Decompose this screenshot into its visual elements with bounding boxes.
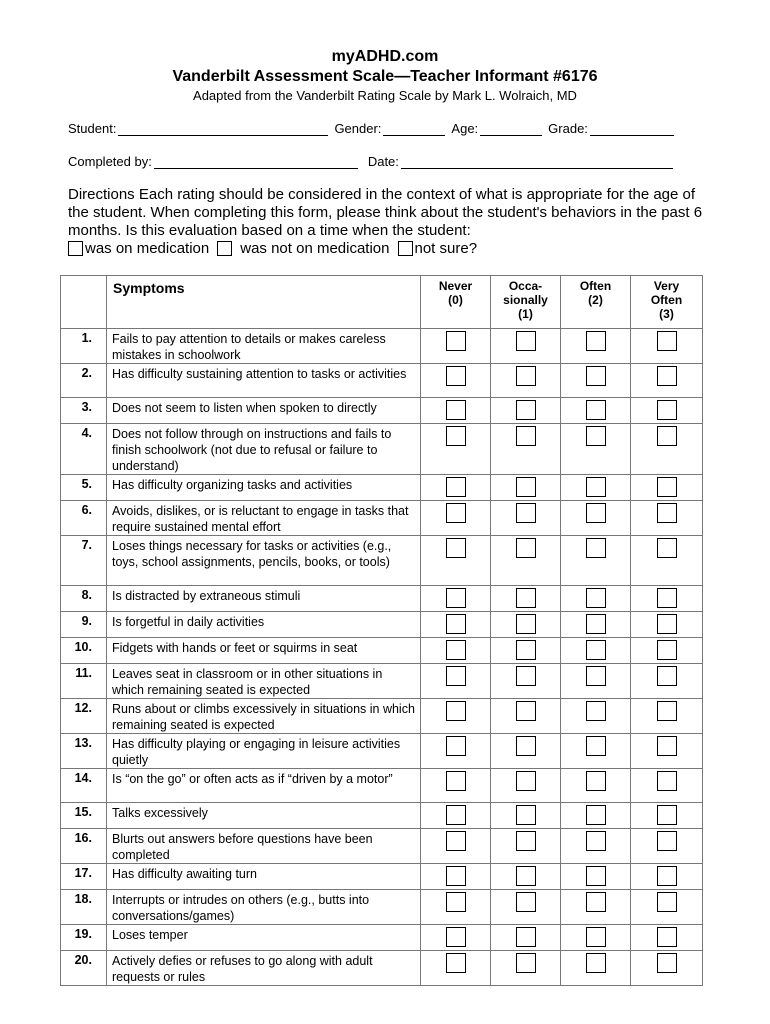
very-often-cell [631,638,703,664]
often-checkbox[interactable] [586,866,606,886]
symptom-text: Loses things necessary for tasks or activities (e.g., toys, school assignments, pencils, books, or tools) [107,536,421,586]
never-checkbox[interactable] [446,588,466,608]
never-checkbox[interactable] [446,866,466,886]
occasionally-checkbox[interactable] [516,771,536,791]
table-row [61,536,703,586]
table-row [61,586,703,612]
very-often-checkbox[interactable] [657,614,677,634]
occasionally-cell [491,925,561,951]
never-cell [421,890,491,925]
occasionally-checkbox[interactable] [516,736,536,756]
symptom-text: Is “on the go” or often acts as if “driven by a motor” [107,769,421,803]
symptom-text: Does not follow through on instructions and fails to finish schoolwork (not due to refusal or failure to understand) [107,424,421,475]
never-cell [421,586,491,612]
occasionally-checkbox[interactable] [516,805,536,825]
never-cell [421,925,491,951]
never-cell [421,769,491,803]
often-cell [561,699,631,734]
occasionally-cell [491,829,561,864]
often-checkbox[interactable] [586,953,606,973]
occasionally-cell [491,612,561,638]
often-checkbox[interactable] [586,503,606,523]
symptom-text: Is distracted by extraneous stimuli [107,586,421,612]
occasionally-cell [491,638,561,664]
often-cell [561,501,631,536]
never-checkbox[interactable] [446,701,466,721]
very-often-cell [631,864,703,890]
very-often-checkbox[interactable] [657,640,677,660]
often-checkbox[interactable] [586,805,606,825]
very-often-checkbox[interactable] [657,400,677,420]
often-checkbox[interactable] [586,366,606,386]
symptoms-header: Symptoms [107,276,421,329]
occasionally-checkbox[interactable] [516,503,536,523]
occasionally-cell [491,536,561,586]
occasionally-cell [491,501,561,536]
occasionally-cell [491,664,561,699]
very-often-checkbox[interactable] [657,866,677,886]
symptom-number: 8. [61,586,107,612]
often-cell [561,925,631,951]
very-often-checkbox[interactable] [657,426,677,446]
very-often-cell [631,586,703,612]
never-checkbox[interactable] [446,771,466,791]
never-cell [421,951,491,986]
table-row [61,734,703,769]
occasionally-cell [491,951,561,986]
symptom-number: 3. [61,398,107,424]
occasionally-checkbox[interactable] [516,666,536,686]
never-checkbox[interactable] [446,640,466,660]
very-often-checkbox[interactable] [657,588,677,608]
occasionally-checkbox[interactable] [516,331,536,351]
table-row [61,501,703,536]
often-cell [561,890,631,925]
never-cell [421,329,491,364]
often-checkbox[interactable] [586,538,606,558]
very-often-checkbox[interactable] [657,736,677,756]
table-row [61,364,703,398]
symptom-text: Fidgets with hands or feet or squirms in seat [107,638,421,664]
very-often-cell [631,475,703,501]
option-on-medication[interactable]: was on medication [68,240,209,257]
never-checkbox[interactable] [446,736,466,756]
often-checkbox[interactable] [586,927,606,947]
symptoms-table [60,275,703,986]
never-checkbox[interactable] [446,666,466,686]
never-cell [421,638,491,664]
very-often-checkbox[interactable] [657,771,677,791]
never-checkbox[interactable] [446,366,466,386]
very-often-checkbox[interactable] [657,953,677,973]
never-checkbox[interactable] [446,805,466,825]
often-checkbox[interactable] [586,701,606,721]
very-often-checkbox[interactable] [657,477,677,497]
very-often-checkbox[interactable] [657,331,677,351]
symptom-number: 9. [61,612,107,638]
table-row [61,925,703,951]
symptom-number: 6. [61,501,107,536]
often-checkbox[interactable] [586,614,606,634]
occasionally-cell [491,424,561,475]
never-checkbox[interactable] [446,927,466,947]
symptom-number: 4. [61,424,107,475]
occasionally-checkbox[interactable] [516,701,536,721]
checkbox[interactable] [217,241,232,256]
symptom-number: 14. [61,769,107,803]
very-often-checkbox[interactable] [657,831,677,851]
student-label: Student: [68,121,117,136]
often-checkbox[interactable] [586,588,606,608]
very-often-checkbox[interactable] [657,892,677,912]
symptom-number: 2. [61,364,107,398]
form-subtitle: Adapted from the Vanderbilt Rating Scale by Mark L. Wolraich, MD [193,88,577,103]
often-checkbox[interactable] [586,400,606,420]
form-title: Vanderbilt Assessment Scale—Teacher Informant #6176 [172,68,598,85]
very-often-cell [631,398,703,424]
occasionally-header: Occa- sionally (1) [491,276,561,329]
very-often-cell [631,951,703,986]
checkbox[interactable] [68,241,83,256]
often-cell [561,951,631,986]
symptom-text: Fails to pay attention to details or makes careless mistakes in schoolwork [107,329,421,364]
symptom-text: Does not seem to listen when spoken to directly [107,398,421,424]
occasionally-checkbox[interactable] [516,640,536,660]
never-header: Never (0) [421,276,491,329]
symptom-number: 19. [61,925,107,951]
never-cell [421,424,491,475]
often-checkbox[interactable] [586,331,606,351]
occasionally-cell [491,769,561,803]
completed-by-label: Completed by: [68,154,152,169]
never-checkbox[interactable] [446,426,466,446]
table-row [61,803,703,829]
very-often-cell [631,536,703,586]
very-often-cell [631,769,703,803]
symptom-text: Loses temper [107,925,421,951]
table-row [61,638,703,664]
often-cell [561,829,631,864]
option-not-on-medication[interactable]: was not on medication [217,240,389,257]
symptom-text: Blurts out answers before questions have been completed [107,829,421,864]
often-cell [561,803,631,829]
often-checkbox[interactable] [586,477,606,497]
directions-text: Directions Each rating should be considered in the context of what is appropriate for the age of the student. When completing this form, please think about the student's behaviors in the past 6 months. Is this evaluation based on a time when the student: [68,186,703,239]
never-cell [421,699,491,734]
symptom-number: 12. [61,699,107,734]
never-cell [421,734,491,769]
grade-label: Grade: [548,121,588,136]
symptom-text: Has difficulty playing or engaging in leisure activities quietly [107,734,421,769]
occasionally-checkbox[interactable] [516,866,536,886]
number-header [61,276,107,329]
occasionally-checkbox[interactable] [516,588,536,608]
very-often-cell [631,925,703,951]
very-often-cell [631,699,703,734]
date-label: Date: [367,154,399,169]
very-often-cell [631,890,703,925]
symptom-text: Has difficulty awaiting turn [107,864,421,890]
occasionally-cell [491,364,561,398]
occasionally-cell [491,475,561,501]
very-often-checkbox[interactable] [657,538,677,558]
often-cell [561,475,631,501]
occasionally-checkbox[interactable] [516,400,536,420]
never-checkbox[interactable] [446,953,466,973]
often-cell [561,638,631,664]
often-cell [561,769,631,803]
symptom-number: 11. [61,664,107,699]
never-cell [421,803,491,829]
very-often-checkbox[interactable] [657,701,677,721]
table-row [61,612,703,638]
symptom-number: 7. [61,536,107,586]
often-cell [561,586,631,612]
occasionally-checkbox[interactable] [516,366,536,386]
occasionally-checkbox[interactable] [516,426,536,446]
table-row [61,475,703,501]
occasionally-cell [491,398,561,424]
very-often-cell [631,664,703,699]
student-info-row [68,121,680,136]
symptom-number: 18. [61,890,107,925]
table-row [61,951,703,986]
never-checkbox[interactable] [446,477,466,497]
very-often-cell [631,734,703,769]
occasionally-cell [491,734,561,769]
never-checkbox[interactable] [446,331,466,351]
table-row [61,329,703,364]
often-checkbox[interactable] [586,831,606,851]
table-row [61,864,703,890]
often-checkbox[interactable] [586,666,606,686]
completed-by-field[interactable] [154,154,358,169]
student-field[interactable] [118,121,328,136]
very-often-checkbox[interactable] [657,366,677,386]
date-field[interactable] [401,154,673,169]
table-row [61,769,703,803]
often-checkbox[interactable] [586,771,606,791]
table-row [61,664,703,699]
symptom-text: Leaves seat in classroom or in other situations in which remaining seated is expected [107,664,421,699]
symptom-number: 1. [61,329,107,364]
often-cell [561,364,631,398]
occasionally-cell [491,864,561,890]
very-often-cell [631,612,703,638]
symptom-number: 13. [61,734,107,769]
often-checkbox[interactable] [586,892,606,912]
often-header: Often (2) [561,276,631,329]
often-cell [561,329,631,364]
often-checkbox[interactable] [586,736,606,756]
very-often-cell [631,329,703,364]
occasionally-cell [491,699,561,734]
never-cell [421,536,491,586]
never-checkbox[interactable] [446,831,466,851]
never-cell [421,612,491,638]
age-label: Age: [451,121,479,136]
never-checkbox[interactable] [446,503,466,523]
symptom-number: 16. [61,829,107,864]
never-checkbox[interactable] [446,614,466,634]
table-row [61,424,703,475]
never-cell [421,364,491,398]
symptom-text: Talks excessively [107,803,421,829]
often-cell [561,734,631,769]
symptom-number: 17. [61,864,107,890]
table-row [61,398,703,424]
symptom-text: Runs about or climbs excessively in situations in which remaining seated is expected [107,699,421,734]
occasionally-checkbox[interactable] [516,892,536,912]
checkbox[interactable] [398,241,413,256]
symptom-number: 5. [61,475,107,501]
occasionally-cell [491,803,561,829]
occasionally-cell [491,890,561,925]
never-cell [421,501,491,536]
option-not-sure[interactable]: not sure? [398,240,478,257]
very-often-checkbox[interactable] [657,666,677,686]
occasionally-checkbox[interactable] [516,831,536,851]
age-field[interactable] [480,121,542,136]
never-checkbox[interactable] [446,538,466,558]
often-checkbox[interactable] [586,426,606,446]
occasionally-cell [491,329,561,364]
completion-info-row [68,154,679,169]
never-cell [421,829,491,864]
very-often-cell [631,803,703,829]
never-cell [421,398,491,424]
symptom-number: 20. [61,951,107,986]
symptom-number: 15. [61,803,107,829]
grade-field[interactable] [590,121,674,136]
occasionally-cell [491,586,561,612]
never-cell [421,864,491,890]
often-cell [561,664,631,699]
symptom-text: Avoids, dislikes, or is reluctant to engage in tasks that require sustained mental effort [107,501,421,536]
occasionally-checkbox[interactable] [516,614,536,634]
very-often-cell [631,364,703,398]
symptom-text: Interrupts or intrudes on others (e.g., butts into conversations/games) [107,890,421,925]
occasionally-checkbox[interactable] [516,953,536,973]
often-cell [561,424,631,475]
never-cell [421,475,491,501]
symptom-text: Has difficulty sustaining attention to tasks or activities [107,364,421,398]
symptom-text: Actively defies or refuses to go along with adult requests or rules [107,951,421,986]
occasionally-checkbox[interactable] [516,538,536,558]
site-name: myADHD.com [331,48,439,65]
never-checkbox[interactable] [446,400,466,420]
very-often-cell [631,829,703,864]
table-row [61,829,703,864]
occasionally-checkbox[interactable] [516,927,536,947]
very-often-checkbox[interactable] [657,927,677,947]
often-cell [561,612,631,638]
often-cell [561,864,631,890]
never-cell [421,664,491,699]
form-header [0,47,770,105]
symptom-text: Has difficulty organizing tasks and activities [107,475,421,501]
medication-options [68,240,485,257]
gender-field[interactable] [383,121,445,136]
table-header-row [61,276,703,329]
often-cell [561,536,631,586]
very-often-cell [631,501,703,536]
occasionally-checkbox[interactable] [516,477,536,497]
very-often-checkbox[interactable] [657,503,677,523]
never-checkbox[interactable] [446,892,466,912]
table-row [61,890,703,925]
often-checkbox[interactable] [586,640,606,660]
often-cell [561,398,631,424]
table-row [61,699,703,734]
very-often-checkbox[interactable] [657,805,677,825]
very-often-header: Very Often (3) [631,276,703,329]
gender-label: Gender: [334,121,382,136]
symptom-text: Is forgetful in daily activities [107,612,421,638]
very-often-cell [631,424,703,475]
symptom-number: 10. [61,638,107,664]
